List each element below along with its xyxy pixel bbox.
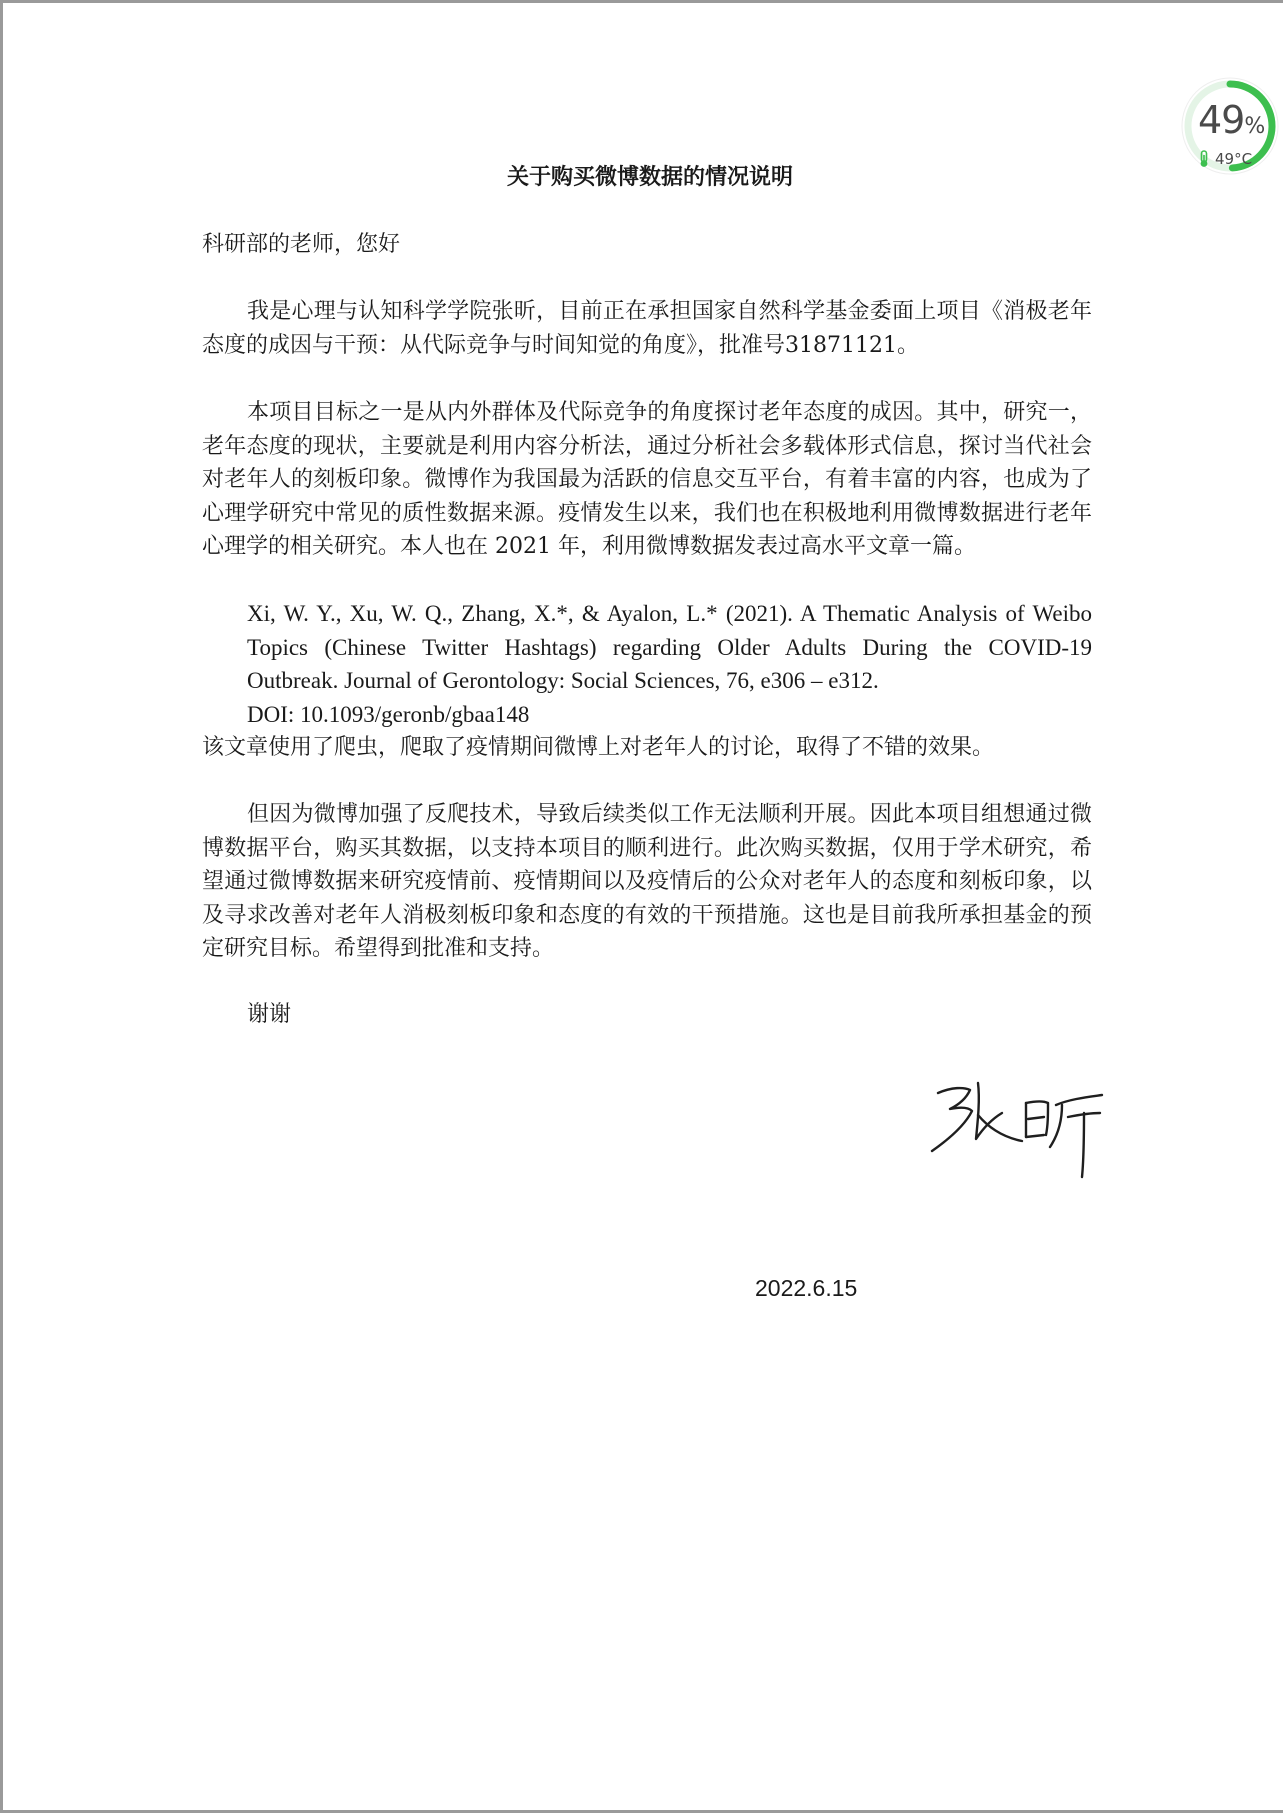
greeting: 科研部的老师，您好	[202, 232, 401, 257]
cpu-percent	[1198, 100, 1264, 147]
cpu-monitor-widget[interactable]	[1176, 72, 1283, 180]
temperature-value: 49°C	[1215, 150, 1253, 168]
paragraph-crawler-note: 该文章使用了爬虫，爬取了疫情期间微博上对老年人的讨论，取得了不错的效果。	[202, 735, 995, 760]
document-title: 关于购买微博数据的情况说明	[506, 164, 793, 190]
thermometer-icon	[1198, 150, 1210, 168]
temperature-readout	[1198, 150, 1252, 168]
paragraph-intro: 我是心理与认知科学学院张昕，目前正在承担国家自然科学基金委面上项目《消极老年态度的成因与干预：从代际竞争与时间知觉的角度》，批准号31871121。	[202, 299, 1092, 358]
citation-doi: DOI: 10.1093/geronb/gbaa148	[247, 701, 530, 727]
reference-citation	[247, 597, 1092, 731]
citation-text: Xi, W. Y., Xu, W. Q., Zhang, X.*, & Ayalon, L.* (2021). A Thematic Analysis of Weibo Topics (Chinese Twitter Hashtags) regarding Older Adults During the COVID-19 Outbreak. Journal of Gerontology: Social Sciences, 76, e306 – e312.	[247, 601, 1092, 693]
cpu-percent-value: 49	[1198, 98, 1245, 142]
paragraph-purchase-request: 但因为微博加强了反爬技术，导致后续类似工作无法顺利开展。因此本项目组想通过微博数据平台，购买其数据，以支持本项目的顺利进行。此次购买数据，仅用于学术研究，希望通过微博数据来研究疫情前、疫情期间以及疫情后的公众对老年人的态度和刻板印象，以及寻求改善对老年人消极刻板印象和态度的有效的干预措施。这也是目前我所承担基金的预定研究目标。希望得到批准和支持。	[202, 802, 1092, 961]
paragraph-research-goal: 本项目目标之一是从内外群体及代际竞争的角度探讨老年态度的成因。其中，研究一，老年态度的现状，主要就是利用内容分析法，通过分析社会多载体形式信息，探讨当代社会对老年人的刻板印象。微博作为我国最为活跃的信息交互平台，有着丰富的内容，也成为了心理学研究中常见的质性数据来源。疫情发生以来，我们也在积极地利用微博数据进行老年心理学的相关研究。本人也在 2021 年，利用微博数据发表过高水平文章一篇。	[202, 400, 1092, 559]
closing-thanks: 谢谢	[247, 1002, 292, 1027]
handwritten-signature	[922, 1075, 1122, 1187]
cpu-percent-unit: %	[1244, 114, 1265, 139]
signature-date: 2022.6.15	[755, 1275, 858, 1301]
